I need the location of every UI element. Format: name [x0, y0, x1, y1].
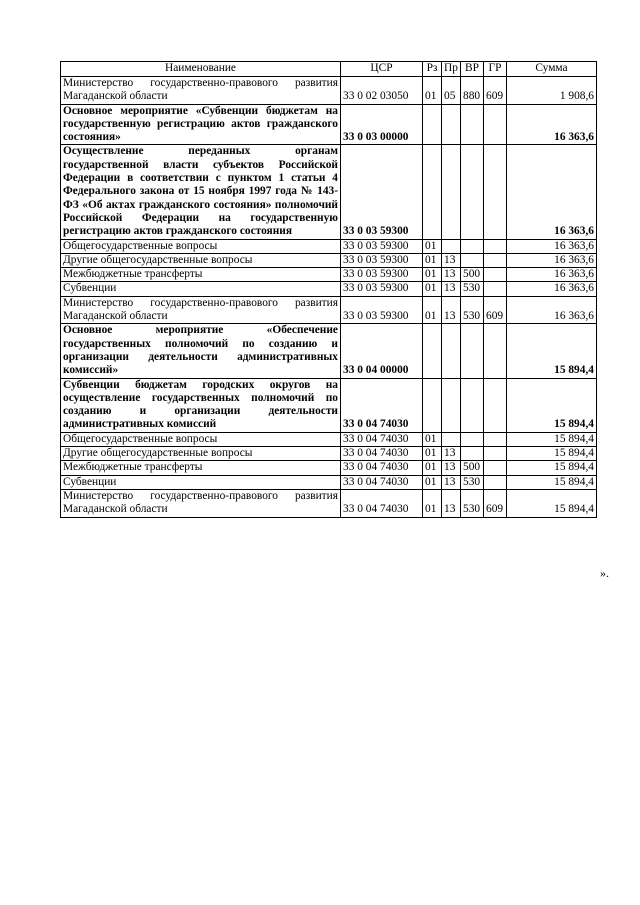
cell-csr: 33 0 04 74030 [341, 461, 423, 475]
cell-rz: 01 [423, 489, 442, 517]
table-row [61, 447, 597, 461]
closing-quote-mark: ». [600, 566, 609, 580]
cell-vr: 880 [461, 77, 484, 105]
header-sum: Сумма [507, 62, 597, 77]
cell-sum: 15 894,4 [507, 432, 597, 446]
table-row [61, 324, 597, 378]
cell-vr: 530 [461, 489, 484, 517]
cell-csr: 33 0 03 59300 [341, 253, 423, 267]
cell-vr [461, 324, 484, 378]
cell-pr: 13 [442, 253, 461, 267]
cell-rz [423, 145, 442, 239]
cell-name: Межбюджетные трансферты [61, 461, 341, 475]
cell-pr [442, 145, 461, 239]
cell-rz [423, 378, 442, 432]
table-row [61, 239, 597, 253]
cell-vr: 530 [461, 296, 484, 324]
cell-rz: 01 [423, 77, 442, 105]
header-name: Наименование [61, 62, 341, 77]
cell-name: Субвенции бюджетам городских округов на осуществление государственных полномочий по созданию и организации деятельности административных комиссий [61, 378, 341, 432]
header-row [61, 62, 597, 77]
cell-pr: 13 [442, 489, 461, 517]
table-row [61, 432, 597, 446]
cell-name: Общегосударственные вопросы [61, 432, 341, 446]
cell-gr: 609 [484, 77, 507, 105]
table-row [61, 296, 597, 324]
cell-sum: 16 363,6 [507, 239, 597, 253]
cell-sum: 15 894,4 [507, 461, 597, 475]
cell-vr: 500 [461, 461, 484, 475]
header-gr: ГР [484, 62, 507, 77]
cell-pr: 13 [442, 447, 461, 461]
cell-pr: 13 [442, 268, 461, 282]
cell-rz: 01 [423, 432, 442, 446]
cell-pr [442, 324, 461, 378]
cell-gr [484, 145, 507, 239]
cell-sum: 15 894,4 [507, 378, 597, 432]
cell-sum: 15 894,4 [507, 447, 597, 461]
cell-name: Основное мероприятие «Обеспечение государственных полномочий по созданию и организации деятельности административных комиссий» [61, 324, 341, 378]
table-row [61, 253, 597, 267]
cell-name: Субвенции [61, 282, 341, 296]
cell-csr: 33 0 03 59300 [341, 296, 423, 324]
cell-vr [461, 104, 484, 145]
cell-pr: 13 [442, 282, 461, 296]
cell-rz: 01 [423, 296, 442, 324]
table-row [61, 475, 597, 489]
cell-vr: 530 [461, 282, 484, 296]
cell-sum: 16 363,6 [507, 145, 597, 239]
cell-gr [484, 268, 507, 282]
header-vr: ВР [461, 62, 484, 77]
cell-sum: 16 363,6 [507, 104, 597, 145]
cell-name: Министерство государственно-правового развития Магаданской области [61, 296, 341, 324]
table-body [61, 77, 597, 518]
cell-rz: 01 [423, 447, 442, 461]
cell-name: Межбюджетные трансферты [61, 268, 341, 282]
cell-sum: 16 363,6 [507, 268, 597, 282]
cell-rz [423, 104, 442, 145]
cell-pr: 13 [442, 296, 461, 324]
cell-name: Субвенции [61, 475, 341, 489]
cell-vr [461, 378, 484, 432]
cell-name: Министерство государственно-правового развития Магаданской области [61, 77, 341, 105]
cell-vr [461, 145, 484, 239]
table-row [61, 378, 597, 432]
cell-rz: 01 [423, 253, 442, 267]
cell-gr [484, 282, 507, 296]
cell-gr: 609 [484, 489, 507, 517]
cell-csr: 33 0 04 00000 [341, 324, 423, 378]
cell-name: Общегосударственные вопросы [61, 239, 341, 253]
cell-csr: 33 0 03 59300 [341, 239, 423, 253]
cell-gr [484, 378, 507, 432]
table-row [61, 282, 597, 296]
cell-pr [442, 104, 461, 145]
cell-rz: 01 [423, 475, 442, 489]
cell-csr: 33 0 03 59300 [341, 268, 423, 282]
cell-name: Основное мероприятие «Субвенции бюджетам на государственную регистрацию актов гражданского состояния» [61, 104, 341, 145]
cell-sum: 16 363,6 [507, 253, 597, 267]
cell-csr: 33 0 02 03050 [341, 77, 423, 105]
table-row [61, 461, 597, 475]
cell-gr [484, 461, 507, 475]
cell-rz: 01 [423, 461, 442, 475]
table-header [61, 62, 597, 77]
cell-sum: 16 363,6 [507, 296, 597, 324]
cell-vr [461, 253, 484, 267]
table-row [61, 77, 597, 105]
document-page [60, 61, 596, 518]
cell-vr [461, 239, 484, 253]
cell-rz: 01 [423, 282, 442, 296]
cell-sum: 16 363,6 [507, 282, 597, 296]
cell-csr: 33 0 03 59300 [341, 282, 423, 296]
cell-gr [484, 447, 507, 461]
table-row [61, 104, 597, 145]
cell-vr: 500 [461, 268, 484, 282]
header-csr: ЦСР [341, 62, 423, 77]
cell-gr [484, 432, 507, 446]
cell-csr: 33 0 04 74030 [341, 432, 423, 446]
cell-pr [442, 432, 461, 446]
cell-vr: 530 [461, 475, 484, 489]
cell-rz [423, 324, 442, 378]
cell-sum: 1 908,6 [507, 77, 597, 105]
cell-sum: 15 894,4 [507, 489, 597, 517]
cell-pr: 13 [442, 461, 461, 475]
cell-pr [442, 378, 461, 432]
cell-sum: 15 894,4 [507, 475, 597, 489]
cell-gr [484, 239, 507, 253]
cell-csr: 33 0 04 74030 [341, 475, 423, 489]
cell-csr: 33 0 04 74030 [341, 447, 423, 461]
budget-table [60, 61, 597, 518]
cell-gr: 609 [484, 296, 507, 324]
cell-sum: 15 894,4 [507, 324, 597, 378]
cell-csr: 33 0 03 59300 [341, 145, 423, 239]
cell-csr: 33 0 04 74030 [341, 489, 423, 517]
cell-pr: 05 [442, 77, 461, 105]
cell-name: Другие общегосударственные вопросы [61, 253, 341, 267]
cell-name: Осуществление переданных органам государственной власти субъектов Российской Федерации в соответствии с пунктом 1 статьи 4 Федерального закона от 15 ноября 1997 года № 143-ФЗ «Об актах гражданского состояния» полномочий Российской Федерации на государственную регистрацию актов гражданского состояния [61, 145, 341, 239]
cell-name: Другие общегосударственные вопросы [61, 447, 341, 461]
cell-csr: 33 0 04 74030 [341, 378, 423, 432]
cell-name: Министерство государственно-правового развития Магаданской области [61, 489, 341, 517]
cell-gr [484, 324, 507, 378]
cell-pr [442, 239, 461, 253]
cell-gr [484, 104, 507, 145]
cell-csr: 33 0 03 00000 [341, 104, 423, 145]
table-row [61, 489, 597, 517]
header-pr: Пр [442, 62, 461, 77]
cell-pr: 13 [442, 475, 461, 489]
table-row [61, 145, 597, 239]
cell-vr [461, 447, 484, 461]
header-rz: Рз [423, 62, 442, 77]
cell-gr [484, 253, 507, 267]
table-row [61, 268, 597, 282]
cell-rz: 01 [423, 268, 442, 282]
cell-vr [461, 432, 484, 446]
cell-rz: 01 [423, 239, 442, 253]
cell-gr [484, 475, 507, 489]
